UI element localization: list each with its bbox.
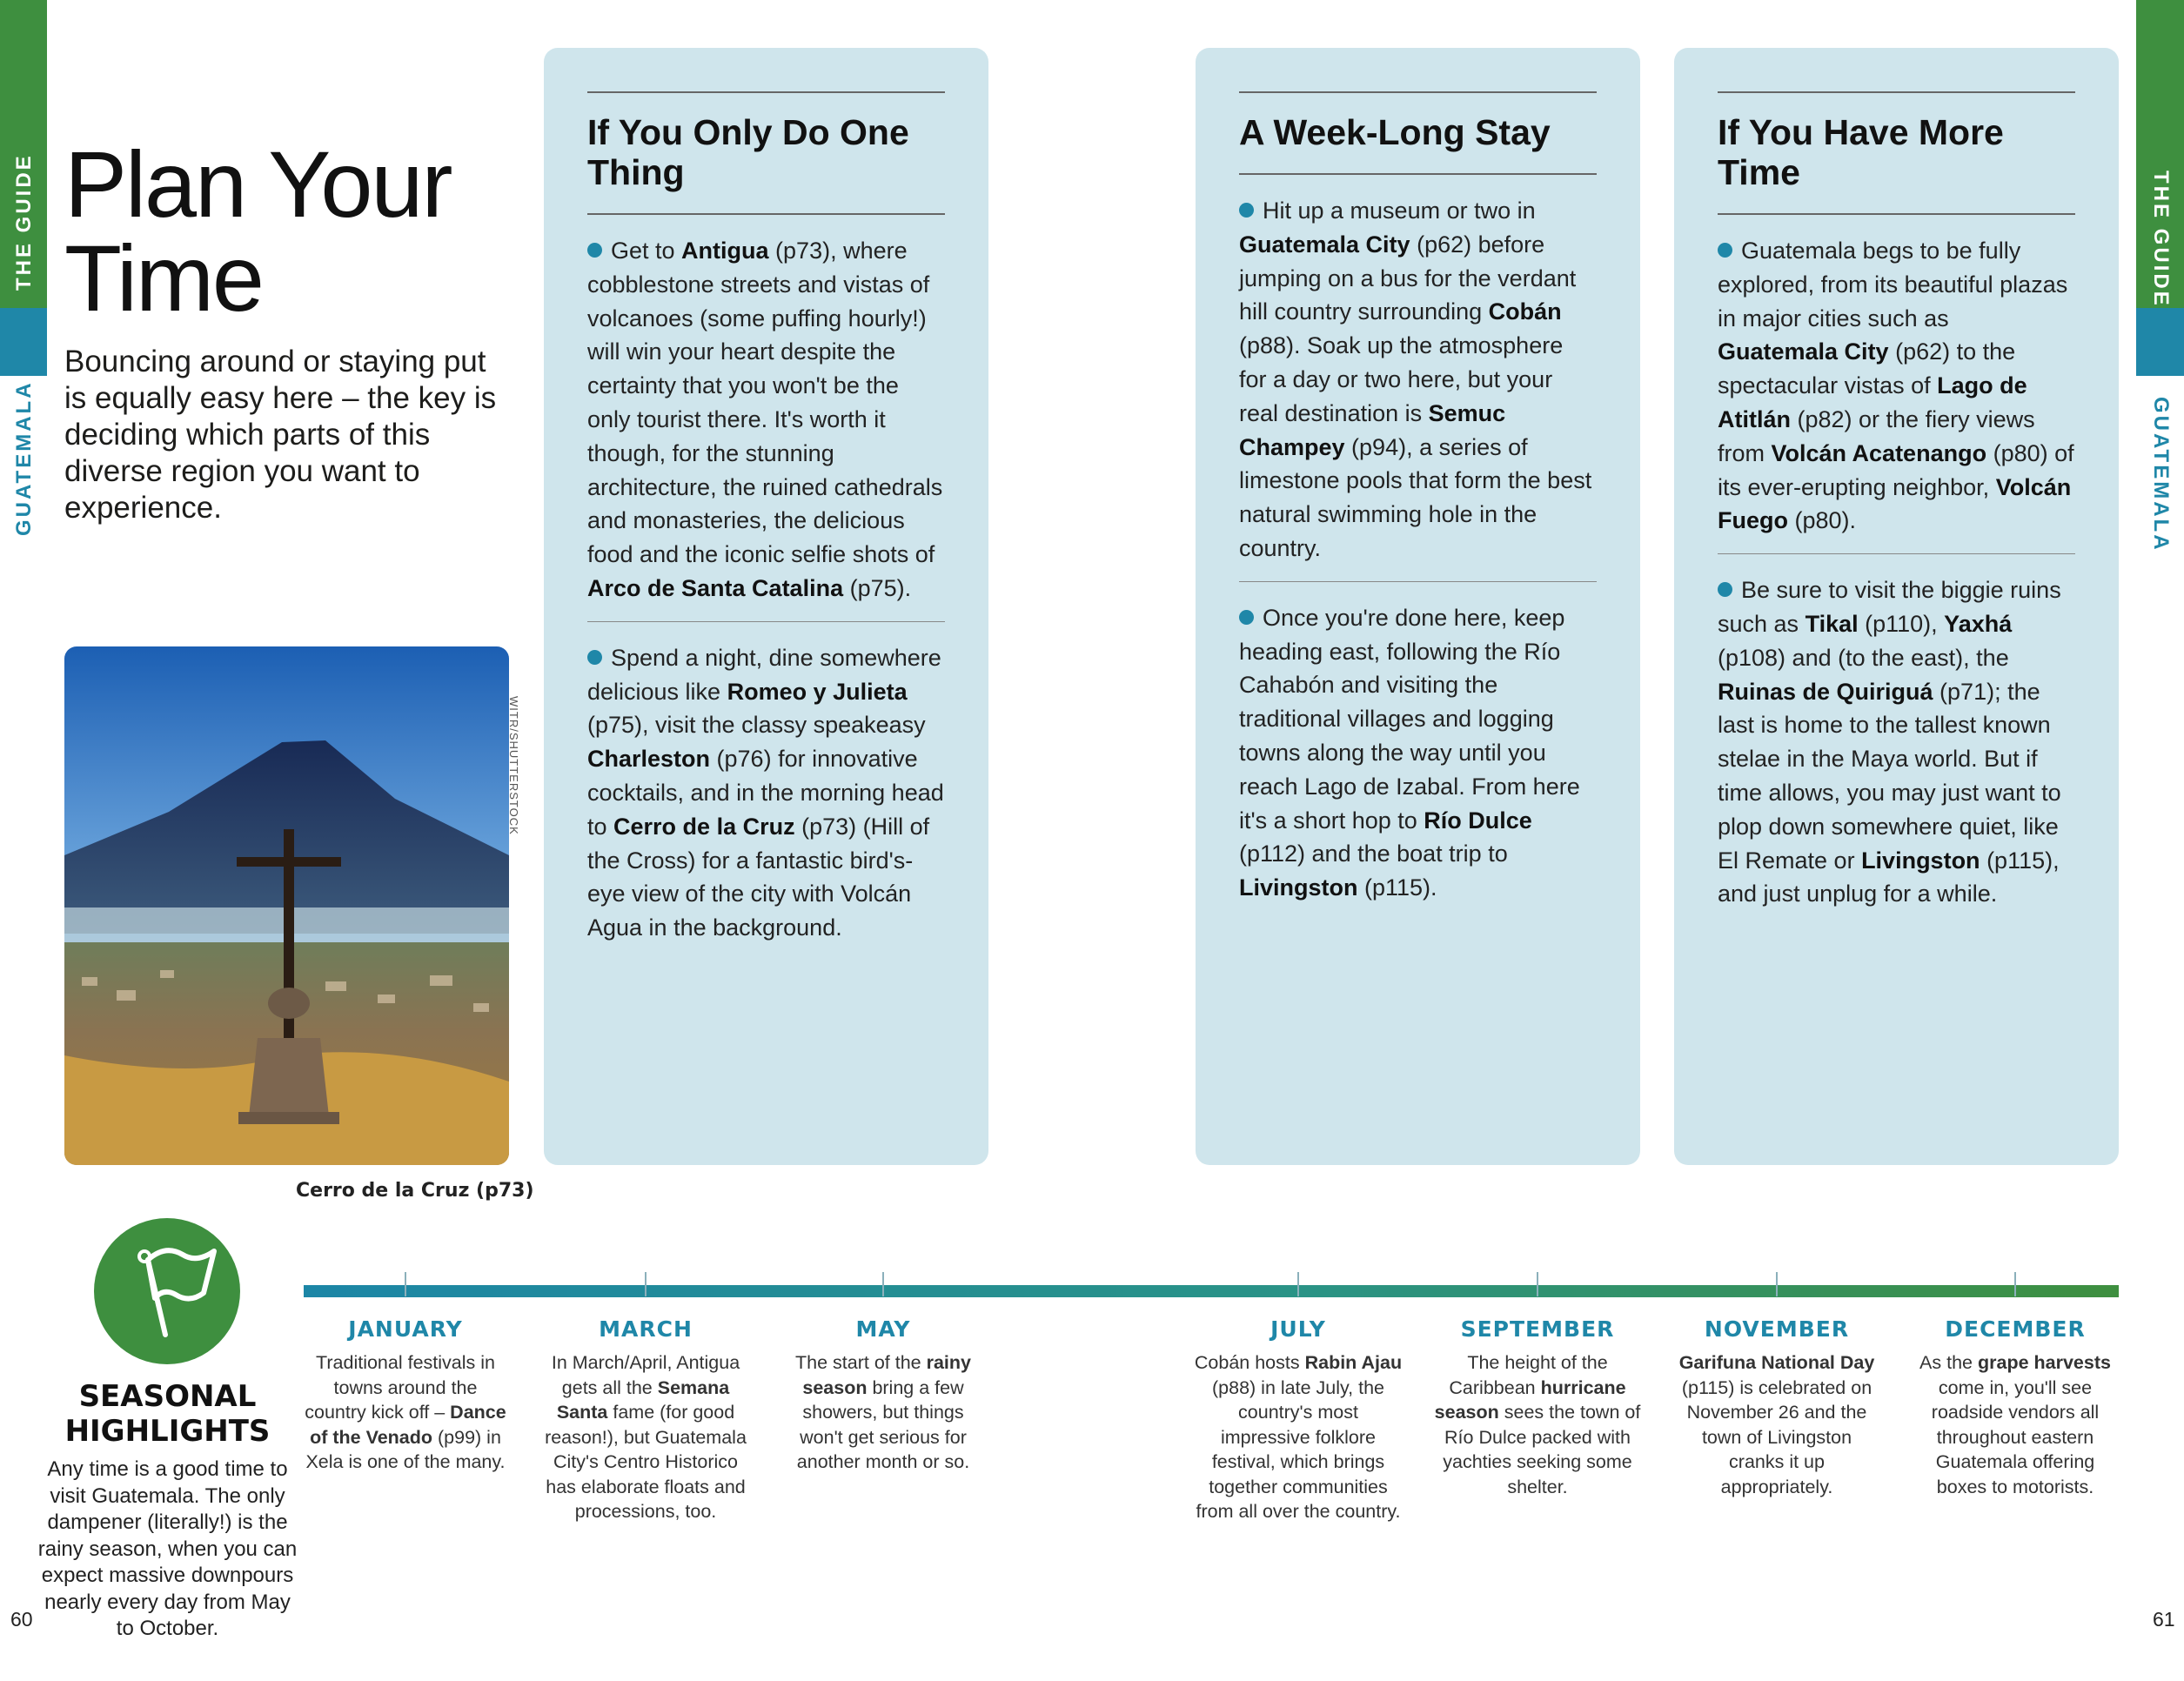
month-description: The height of the Caribbean hurricane season sees the town of Río Dulce packed with yachties seeking some shelter. <box>1434 1352 1641 1497</box>
timeline-month <box>1672 1316 1881 1499</box>
right-side-tab <box>2136 0 2184 553</box>
timeline-tick <box>2014 1272 2016 1296</box>
timeline-month <box>1911 1316 2120 1499</box>
month-description: Garifuna National Day (p115) is celebrated on November 26 and the town of Livingston cranks it up appropriately. <box>1678 1352 1875 1497</box>
side-tab-region-label: GUATEMALA <box>2149 397 2173 553</box>
month-name: NOVEMBER <box>1704 1316 1850 1342</box>
photo-caption: Cerro de la Cruz (p73) <box>296 1180 534 1202</box>
month-description: Traditional festivals in towns around the country kick off – Dance of the Venado (p99) in Xela is one of the many. <box>305 1352 506 1472</box>
timeline-month <box>301 1316 510 1475</box>
month-name: MARCH <box>599 1316 693 1342</box>
side-tab-section-label: THE GUIDE <box>12 153 36 291</box>
photo-credit: WITR/SHUTTERSTOCK <box>507 696 520 835</box>
month-name: DECEMBER <box>1945 1316 2086 1342</box>
bullet-icon <box>1718 243 1732 258</box>
bullet-icon <box>1239 203 1254 218</box>
month-name: SEPTEMBER <box>1460 1316 1615 1342</box>
page-title: Plan Your Time <box>64 131 452 331</box>
timeline-month <box>541 1316 750 1524</box>
timeline-month <box>779 1316 988 1475</box>
timeline-month <box>1194 1316 1403 1524</box>
panel-paragraph: Guatemala begs to be fully explored, from its beautiful plazas in major cities such as Guatemala City (p62) to the spectacular vistas of Lago de Atitlán (p82) or the fiery views from Volcán Acatenango (p80) of its ever-erupting neighbor, Volcán Fuego (p80). <box>1718 238 2074 534</box>
timeline-tick <box>645 1272 646 1296</box>
volcano-photo <box>64 646 509 1165</box>
panel-one-thing <box>544 48 988 1165</box>
side-tab-region-label: GUATEMALA <box>12 380 36 536</box>
page-number-right: 61 <box>2153 1608 2175 1631</box>
bullet-icon <box>1239 610 1254 625</box>
panel-heading: A Week-Long Stay <box>1239 112 1551 152</box>
month-description: The start of the rainy season bring a few showers, but things won't get serious for another month or so. <box>795 1352 971 1472</box>
seasonal-highlights-title: SEASONAL HIGHLIGHTS <box>64 1379 271 1449</box>
intro-text: Bouncing around or staying put is equally easy here – the key is deciding which parts of this diverse region you want to experience. <box>64 345 497 525</box>
panel-heading: If You Only Do One Thing <box>587 112 909 192</box>
panel-paragraph: Spend a night, dine somewhere delicious like Romeo y Julieta (p75), visit the classy speakeasy Charleston (p76) for innovative cocktails, and in the morning head to Cerro de la Cruz (p73) (Hill of the Cross) for a fantastic bird's-eye view of the city with Volcán Agua in the background. <box>587 644 944 941</box>
panel-paragraph: Be sure to visit the biggie ruins such as Tikal (p110), Yaxhá (p108) and (to the east), the Ruinas de Quiriguá (p71); the last is home to the tallest known stelae in the Maya world. But if time allows, you may just want to plop down somewhere quiet, like El Remate or Livingston (p115), and just unplug for a while. <box>1718 577 2061 907</box>
month-name: JANUARY <box>348 1316 463 1342</box>
timeline-bar <box>304 1285 2119 1297</box>
volcano-cross-illustration <box>64 646 509 1165</box>
left-side-tab <box>0 0 47 539</box>
timeline-tick <box>1776 1272 1778 1296</box>
month-name: MAY <box>855 1316 911 1342</box>
bullet-icon <box>587 243 602 258</box>
month-description: Cobán hosts Rabin Ajau (p88) in late July, the country's most impressive folklore festival, which brings together communities from all over the country. <box>1194 1352 1403 1522</box>
page-number-left: 60 <box>10 1608 33 1631</box>
panel-paragraph: Get to Antigua (p73), where cobblestone streets and vistas of volcanoes (some puffing hourly!) will win your heart despite the certainty that you won't be the only tourist there. It's worth it though, for the stunning architecture, the ruined cathedrals and monasteries, the delicious food and the iconic selfie shots of Arco de Santa Catalina (p75). <box>587 238 943 601</box>
timeline-month <box>1433 1316 1642 1499</box>
bullet-icon <box>587 650 602 665</box>
panel-heading: If You Have More Time <box>1718 112 2004 192</box>
month-name: JULY <box>1270 1316 1326 1342</box>
panel-paragraph: Once you're done here, keep heading east, following the Río Cahabón and visiting the traditional villages and logging towns along the way until you reach Lago de Izabal. From here it's a short hop to Río Dulce (p112) and the boat trip to Livingston (p115). <box>1239 604 1580 901</box>
month-description: In March/April, Antigua gets all the Semana Santa fame (for good reason!), but Guatemala City's Centro Historico has elaborate floats and processions, too. <box>545 1352 747 1522</box>
side-tab-section-label: THE GUIDE <box>2149 171 2173 308</box>
month-description: As the grape harvests come in, you'll see roadside vendors all throughout eastern Guatemala offering boxes to motorists. <box>1919 1352 2111 1497</box>
timeline-tick <box>1537 1272 1538 1296</box>
timeline-tick <box>405 1272 406 1296</box>
timeline-tick <box>882 1272 884 1296</box>
bullet-icon <box>1718 582 1732 597</box>
panel-more-time <box>1674 48 2119 1165</box>
timeline-tick <box>1297 1272 1299 1296</box>
panel-week-long-stay <box>1196 48 1640 1165</box>
flag-icon <box>94 1218 240 1364</box>
seasonal-highlights-text: Any time is a good time to visit Guatemala. The only dampener (literally!) is the rainy season, when you can expect massive downpours nearly every day from May to October. <box>37 1457 298 1640</box>
panel-paragraph: Hit up a museum or two in Guatemala City (p62) before jumping on a bus for the verdant hill country surrounding Cobán (p88). Soak up the atmosphere for a day or two here, but your real destination is Semuc Champey (p94), a series of limestone pools that form the best natural swimming hole in the country. <box>1239 198 1592 561</box>
